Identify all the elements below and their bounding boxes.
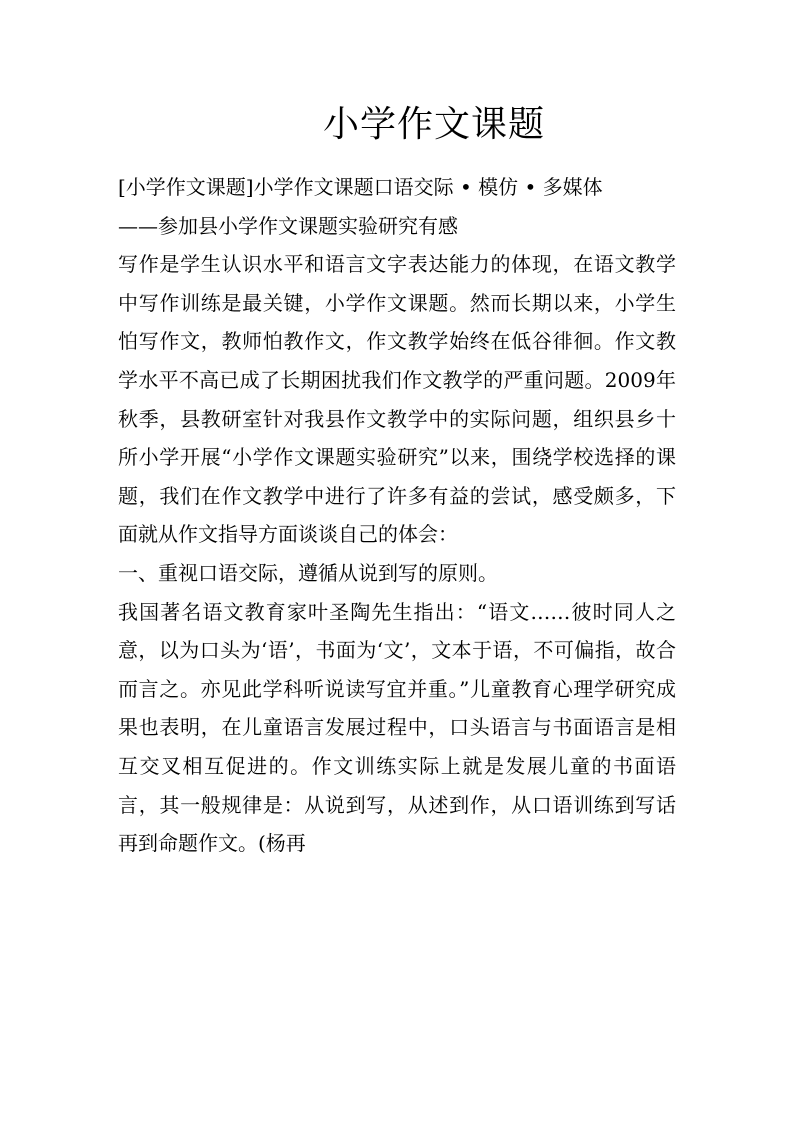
- intro-paragraph: 写作是学生认识水平和语言文字表达能力的体现，在语文教学中写作训练是最关键，小学作文课题。然而长期以来，小学生怕写作文，教师怕教作文，作文教学始终在低谷徘徊。作文教学水平不高已成了长期困扰我们作文教学的严重问题。2009年秋季，县教研室针对我县作文教学中的实际问题，组织县乡十所小学开展“小学作文课题实验研究”以来，围绕学校选择的课题，我们在作文教学中进行了许多有益的尝试，感受颇多，下面就从作文指导方面谈谈自己的体会：: [118, 252, 676, 547]
- subtitle-paragraph: ——参加县小学作文课题实验研究有感: [118, 213, 458, 238]
- section-heading-paragraph: 一、重视口语交际，遵循从说到写的原则。: [118, 560, 498, 585]
- document-title: 小学作文课题: [322, 104, 545, 145]
- quote-paragraph: 我国著名语文教育家叶圣陶先生指出：“语文……彼时同人之意，以为口头为‘语’，书面为‘文’，文本于语，不可偏指，故合而言之。亦见此学科听说读写宜并重。”儿童教育心理学研究成果也表明，在儿童语言发展过程中，口头语言与书面语言是相互交叉相互促进的。作文训练实际上就是发展儿童的书面语言，其一般规律是：从说到写，从述到作，从口语训练到写话再到命题作文。(杨再: [118, 599, 676, 856]
- subject-heading-paragraph: [小学作文课题]小学作文课题口语交际 • 模仿 • 多媒体: [118, 175, 603, 199]
- document-body: [118, 168, 676, 863]
